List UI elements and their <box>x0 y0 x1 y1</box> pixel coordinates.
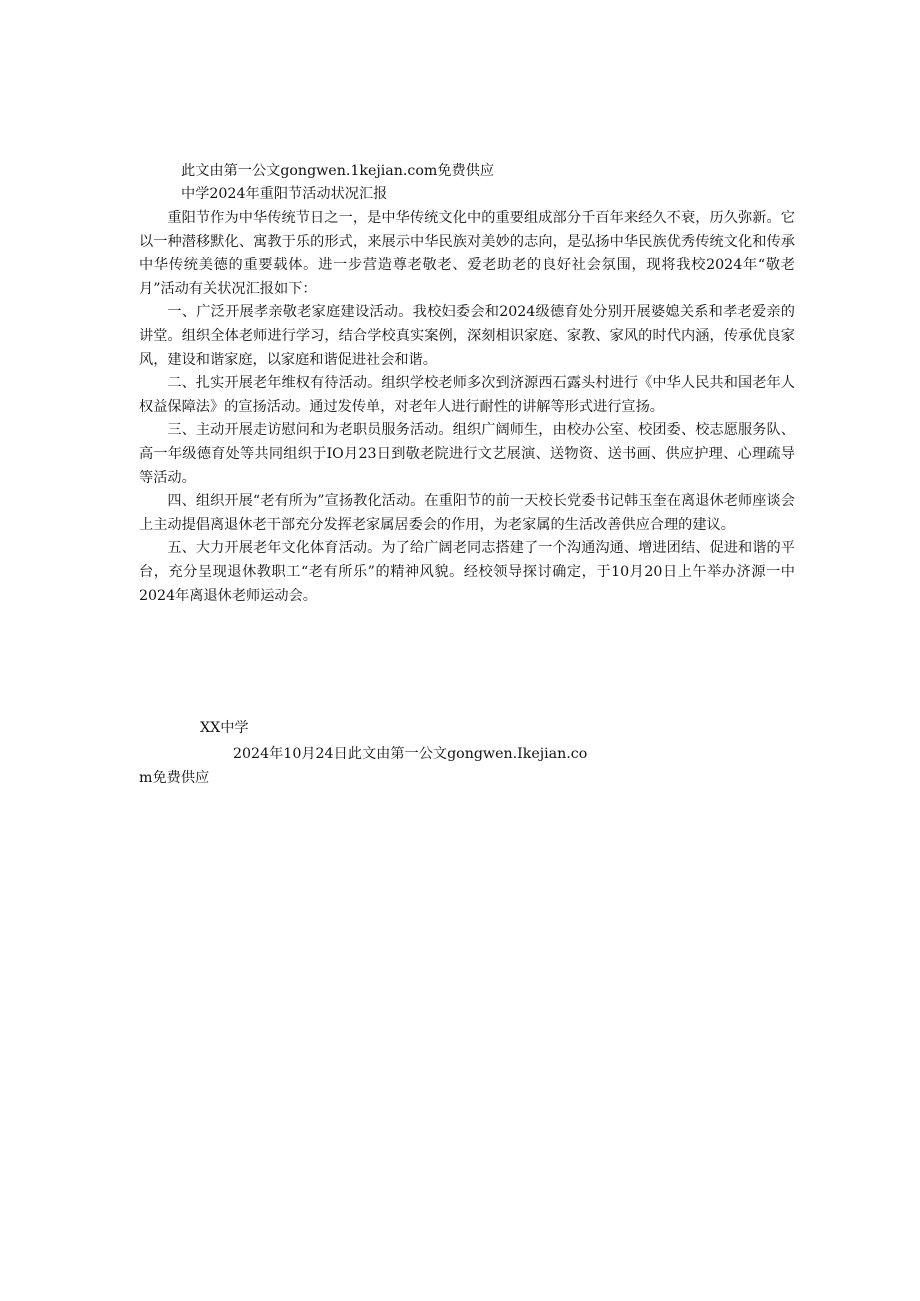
section-paragraph-4: 四、组织开展“老有所为”宣扬教化活动。在重阳节的前一天校长党委书记韩玉奎在离退休老师座谈会上主动提倡离退休老干部充分发挥老家属居委会的作用，为老家属的生活改善供应合理的建议。 <box>139 493 795 533</box>
section-paragraph-2: 二、扎实开展老年维权有待活动。组织学校老师多次到济源西石露头村进行《中华人民共和国老年人权益保障法》的宣扬活动。通过发传单，对老年人进行耐性的讲解等形式进行宣扬。 <box>139 375 795 415</box>
document-title: 中学2024年重阳节活动状况汇报 <box>181 186 388 202</box>
report-body <box>139 207 795 608</box>
signature-date-continued: m免费供应 <box>139 770 210 786</box>
source-note: 此文由第一公文gongwen.1kejian.com免费供应 <box>181 163 495 179</box>
section-paragraph-3: 三、主动开展走访慰问和为老职员服务活动。组织广阔师生，由校办公室、校团委、校志愿服务队、高一年级德育处等共同组织于IO月23日到敬老院进行文艺展演、送物资、送书画、供应护理、心理疏导等活动。 <box>139 422 795 486</box>
section-paragraph-1: 一、广泛开展孝亲敬老家庭建设活动。我校妇委会和2024级德育处分别开展婆媳关系和孝老爱亲的讲堂。组织全体老师进行学习，结合学校真实案例，深刻相识家庭、家教、家风的时代内涵，传承优良家风，建设和谐家庭，以家庭和谐促进社会和谐。 <box>139 304 795 368</box>
section-paragraph-5: 五、大力开展老年文化体育活动。为了给广阔老同志搭建了一个沟通沟通、增进团结、促进和谐的平台，充分呈现退休教职工“老有所乐”的精神风貌。经校领导探讨确定，于10月20日上午举办济源一中2024年离退休老师运动会。 <box>139 540 795 604</box>
intro-paragraph: 重阳节作为中华传统节日之一，是中华传统文化中的重要组成部分千百年来经久不衰，历久弥新。它以一种潜移默化、寓教于乐的形式，来展示中华民族对美妙的志向，是弘扬中华民族优秀传统文化和传承中华传统美德的重要载体。进一步营造尊老敬老、爱老助老的良好社会氛围，现将我校2024年“敬老月”活动有关状况汇报如下： <box>139 210 795 297</box>
signature-date: 2024年10月24日此文由第一公文gongwen.Ikejian.co <box>233 746 588 762</box>
signature-school: XX中学 <box>200 720 249 736</box>
